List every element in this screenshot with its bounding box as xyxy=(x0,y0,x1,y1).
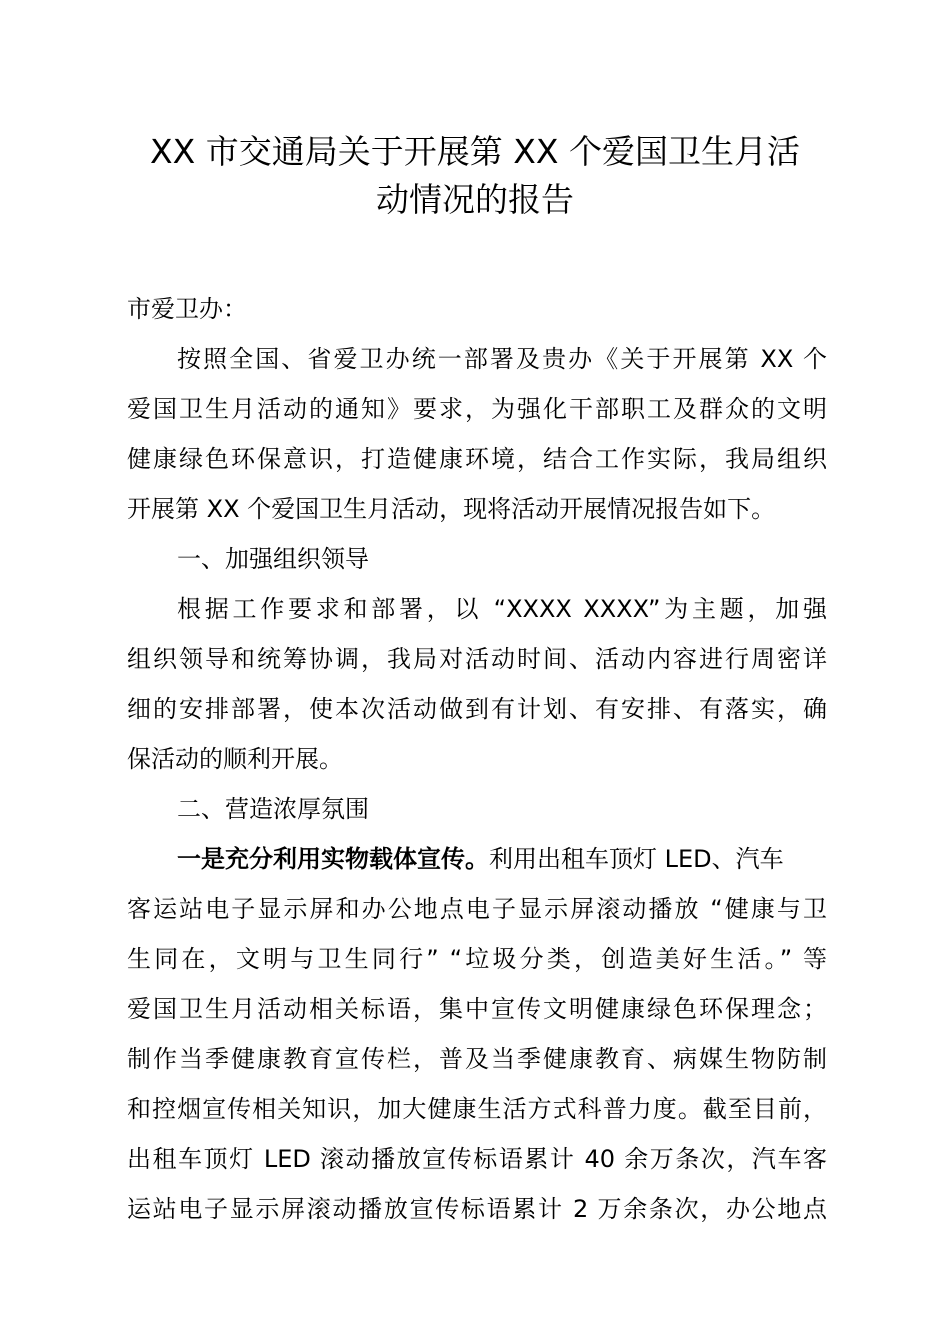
document-title xyxy=(110,128,840,224)
document-body xyxy=(127,284,827,1234)
lead-phrase: 一是充分利用实物载体宣传。 xyxy=(177,845,489,873)
paragraph-line: 保活动的顺利开展。 xyxy=(127,745,343,773)
paragraph-line: 运站电子显示屏滚动播放宣传标语累计 2 万余条次，办公地点 xyxy=(127,1195,827,1223)
title-line: 动情况的报告 xyxy=(376,180,574,219)
section-heading: 一、加强组织领导 xyxy=(177,545,369,573)
paragraph-line xyxy=(127,834,827,884)
paragraph-line: 按照全国、省爱卫办统一部署及贵办《关于开展第 XX 个 xyxy=(177,345,827,373)
paragraph-line: 根据工作要求和部署，以 “XXXX XXXX”为主题，加强 xyxy=(177,595,827,623)
paragraph-line: 细的安排部署，使本次活动做到有计划、有安排、有落实，确 xyxy=(127,695,827,723)
salutation: 市爱卫办： xyxy=(127,295,247,323)
paragraph-line: 出租车顶灯 LED 滚动播放宣传标语累计 40 余万条次，汽车客 xyxy=(127,1145,827,1173)
paragraph-line: 爱国卫生月活动相关标语，集中宣传文明健康绿色环保理念； xyxy=(127,995,827,1023)
paragraph-line: 爱国卫生月活动的通知》要求，为强化干部职工及群众的文明 xyxy=(127,395,827,423)
paragraph-line: 制作当季健康教育宣传栏，普及当季健康教育、病媒生物防制 xyxy=(127,1045,827,1073)
paragraph-text: 利用出租车顶灯 LED、汽车 xyxy=(489,845,784,873)
paragraph-line: 组织领导和统筹协调，我局对活动时间、活动内容进行周密详 xyxy=(127,645,827,673)
section-heading: 二、营造浓厚氛围 xyxy=(177,795,369,823)
title-line: XX 市交通局关于开展第 XX 个爱国卫生月活 xyxy=(150,132,800,171)
paragraph-line: 健康绿色环保意识，打造健康环境，结合工作实际，我局组织 xyxy=(127,445,827,473)
paragraph-line: 客运站电子显示屏和办公地点电子显示屏滚动播放 “健康与卫 xyxy=(127,895,827,923)
paragraph-line: 生同在，文明与卫生同行” “垃圾分类，创造美好生活。” 等 xyxy=(127,945,827,973)
paragraph-line: 和控烟宣传相关知识，加大健康生活方式科普力度。截至目前， xyxy=(127,1095,827,1123)
paragraph-line: 开展第 XX 个爱国卫生月活动，现将活动开展情况报告如下。 xyxy=(127,495,776,523)
